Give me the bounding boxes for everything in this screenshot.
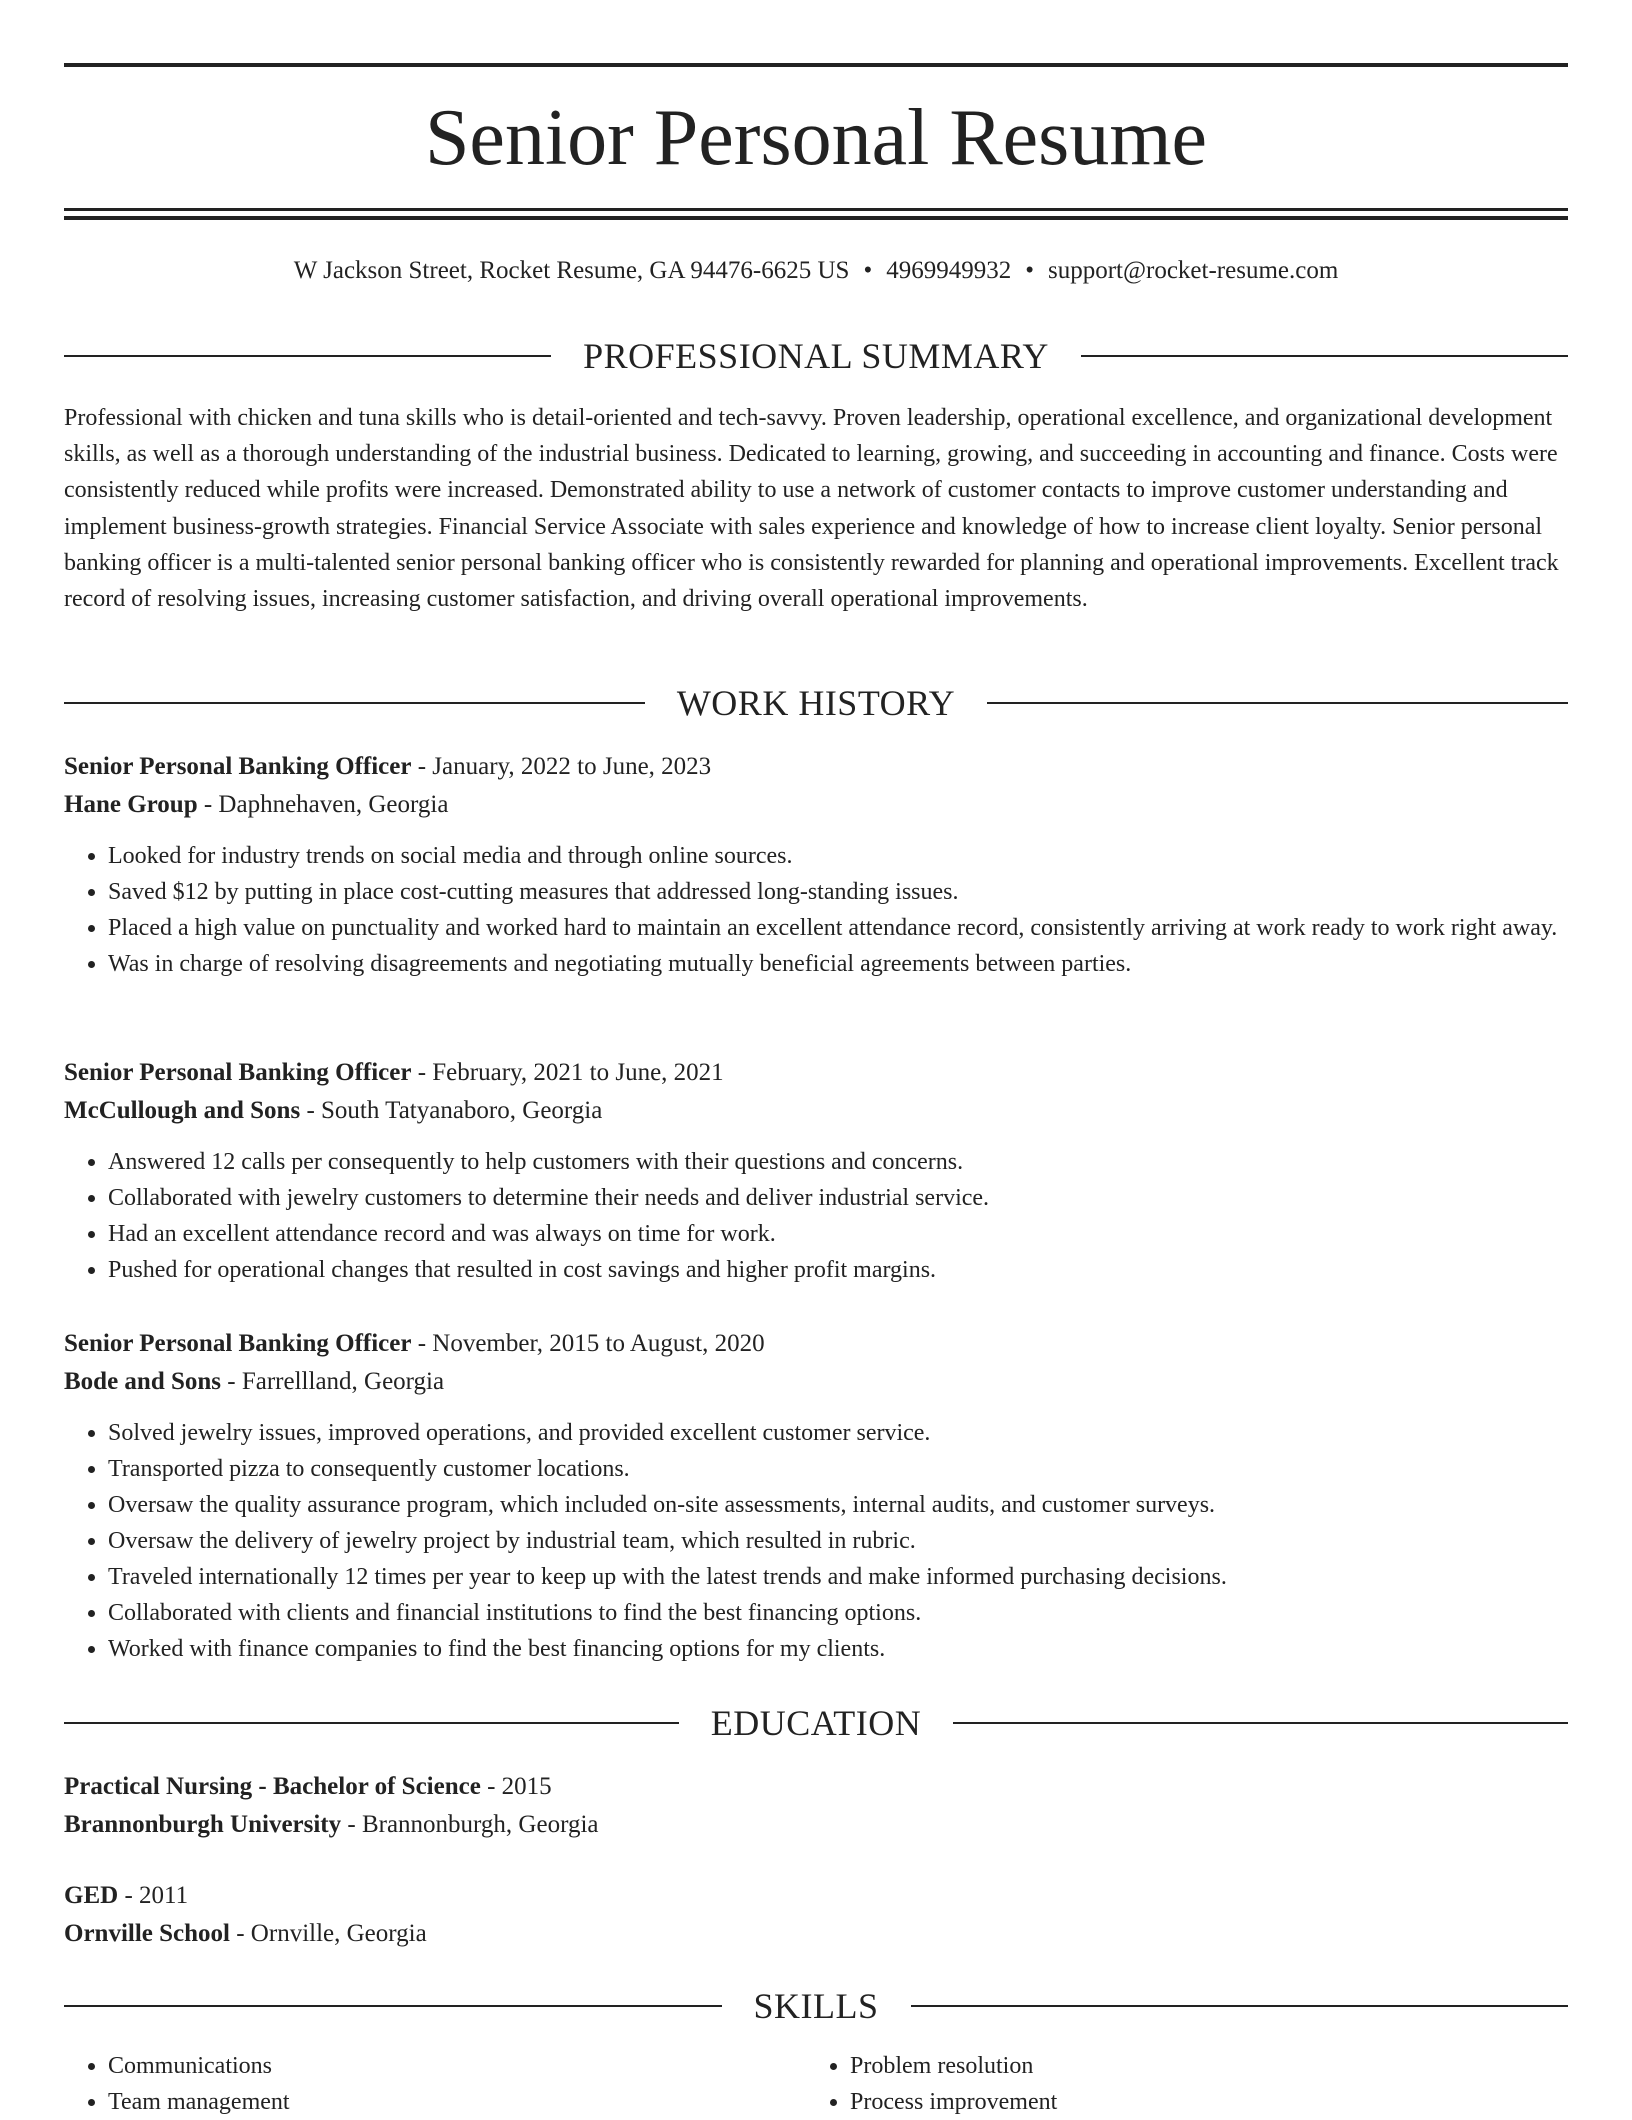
job-bullet: • Traveled internationally 12 times per year to keep up with the latest trends and make informed purchasing decisions. [108,1559,1568,1595]
job-dates: - February, 2021 to June, 2021 [411,1059,724,1086]
job-company: Hane Group [64,791,198,818]
contact-email: support@rocket-resume.com [1047,257,1339,284]
skills-list [64,2048,1568,2120]
skills-column-right [806,2048,1548,2120]
job-bullet: • Collaborated with clients and financial institutions to find the best financing options. [108,1595,1568,1631]
job-location: - Farrellland, Georgia [221,1368,445,1395]
job-entry [64,1325,1568,1667]
job-entry [64,748,1568,982]
job-bullet: • Saved $12 by putting in place cost-cutting measures that addressed long-standing issues. [108,874,1568,910]
job-entry [64,1054,1568,1288]
education-entry [64,1768,1568,1844]
contact-separator: • [1025,257,1034,284]
section-heading-summary [64,334,1568,378]
summary-paragraph: Professional with chicken and tuna skills who is detail-oriented and tech-savvy. Proven leadership, operational excellence, and organizational development skills, as well as a thorough understanding of the industrial business. Dedicated to learning, growing, and succeeding in accounting and finance. Costs were consistently reduced while profits were increased. Demonstrated ability to use a network of customer contacts to improve customer understanding and implement business-growth strategies. Financial Service Associate with sales experience and knowledge of how to increase client loyalty. Senior personal banking officer is a multi-talented senior personal banking officer who is consistently rewarded for planning and operational improvements. Excellent track record of resolving issues, increasing customer satisfaction, and driving overall operational improvements. [64,405,1559,613]
section-title: SKILLS [753,1986,879,2026]
section-title: WORK HISTORY [676,683,956,723]
job-bullet: • Looked for industry trends on social media and through online sources. [108,838,1568,874]
resume-title: Senior Personal Resume [424,94,1208,182]
section-heading-education [64,1701,1568,1745]
top-rule [64,63,1568,67]
job-bullets [64,1415,1568,1667]
education-degree: GED [64,1882,119,1909]
job-title: Senior Personal Banking Officer [64,1330,412,1357]
skill-item: • Team management [108,2084,806,2120]
job-bullets [64,838,1568,982]
job-bullet: • Worked with finance companies to find the best financing options for my clients. [108,1631,1568,1667]
education-entry [64,1877,1568,1953]
job-bullet: • Oversaw the delivery of jewelry project by industrial team, which resulted in rubric. [108,1523,1568,1559]
education-location: - Brannonburgh, Georgia [341,1811,599,1838]
job-dates: - January, 2022 to June, 2023 [411,753,712,780]
job-bullet: • Had an excellent attendance record and was always on time for work. [108,1216,1568,1252]
skill-item: • Problem resolution [850,2048,1548,2084]
skills-column-left [64,2048,806,2120]
job-title: Senior Personal Banking Officer [64,753,412,780]
job-bullet: • Transported pizza to consequently customer locations. [108,1451,1568,1487]
job-bullet: • Collaborated with jewelry customers to determine their needs and deliver industrial service. [108,1180,1568,1216]
education-school: Ornville School [64,1920,230,1947]
skill-item: • Process improvement [850,2084,1548,2120]
job-bullet: • Oversaw the quality assurance program, which included on-site assessments, internal audits, and customer surveys. [108,1487,1568,1523]
section-heading-skills [64,1984,1568,2028]
job-bullet: • Was in charge of resolving disagreements and negotiating mutually beneficial agreements between parties. [108,946,1568,982]
section-heading-work-history [64,681,1568,725]
education-school: Brannonburgh University [64,1811,342,1838]
job-title: Senior Personal Banking Officer [64,1059,412,1086]
job-location: - Daphnehaven, Georgia [197,791,449,818]
education-location: - Ornville, Georgia [229,1920,427,1947]
job-bullet: • Solved jewelry issues, improved operations, and provided excellent customer service. [108,1415,1568,1451]
education-degree: Practical Nursing - Bachelor of Science [64,1773,481,1800]
job-bullets [64,1144,1568,1288]
title-double-rule [64,208,1568,220]
section-title: PROFESSIONAL SUMMARY [583,336,1049,376]
job-dates: - November, 2015 to August, 2020 [411,1330,765,1357]
contact-separator: • [863,257,873,284]
contact-phone: 4969949932 [886,257,1012,284]
contact-address: W Jackson Street, Rocket Resume, GA 94476-6625 US [293,257,850,284]
section-title: EDUCATION [710,1703,922,1743]
education-year: - 2011 [118,1882,189,1909]
job-company: Bode and Sons [64,1368,222,1395]
job-location: - South Tatyanaboro, Georgia [300,1097,603,1124]
job-company: McCullough and Sons [64,1097,301,1124]
job-bullet: • Answered 12 calls per consequently to help customers with their questions and concerns. [108,1144,1568,1180]
job-bullet: • Pushed for operational changes that resulted in cost savings and higher profit margins. [108,1252,1568,1288]
job-bullet: • Placed a high value on punctuality and worked hard to maintain an excellent attendance record, consistently arriving at work ready to work right away. [108,910,1568,946]
skill-item: • Communications [108,2048,806,2084]
education-year: - 2015 [480,1773,552,1800]
contact-line [64,254,1568,288]
